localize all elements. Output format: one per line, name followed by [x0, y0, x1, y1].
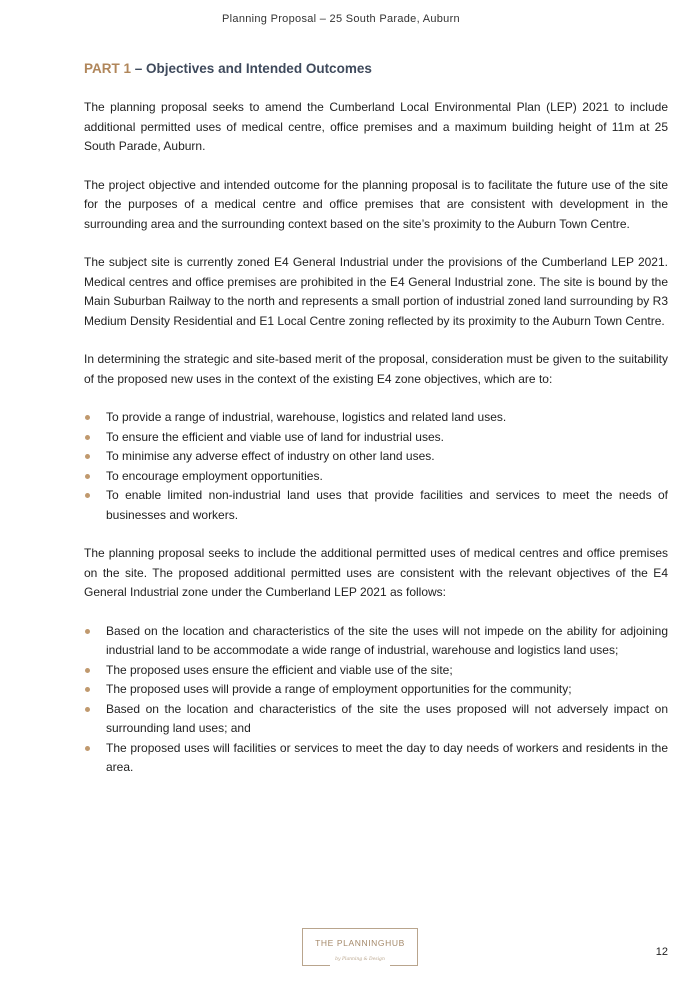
list-item — [84, 486, 668, 525]
bullet-icon — [85, 687, 90, 692]
consistency-list — [84, 622, 668, 778]
list-item-text: Based on the location and characteristics of the site the uses will not impede on the ability for adjoining industrial land to be accommodate a wide range of industrial, warehouse and logistics land uses; — [106, 623, 668, 657]
paragraph-merit: In determining the strategic and site-based merit of the proposal, consideration must be given to the suitability of the proposed new uses in the context of the existing E4 zone objectives, which are to: — [84, 352, 668, 386]
list-item-text: The proposed uses ensure the efficient and viable use of the site; — [106, 662, 453, 677]
list-item-text: The proposed uses will provide a range of employment opportunities for the community; — [106, 682, 572, 696]
page-number: 12 — [655, 946, 668, 958]
list-item — [84, 680, 668, 700]
section-part-label: PART 1 — [84, 61, 132, 76]
bullet-icon — [85, 746, 90, 751]
section-heading — [84, 59, 668, 79]
section-separator: – — [131, 61, 147, 76]
zone-objectives-list — [84, 408, 668, 525]
section-title: Objectives and Intended Outcomes — [146, 61, 372, 76]
list-item — [84, 408, 668, 428]
bullet-icon — [85, 668, 90, 673]
list-item-text: To enable limited non-industrial land uses that provide facilities and services to meet the needs of businesses and workers. — [106, 488, 668, 522]
list-item-text: To ensure the efficient and viable use of land for industrial uses. — [106, 429, 444, 444]
list-item — [84, 739, 668, 778]
bullet-icon — [85, 629, 90, 634]
list-item-text: Based on the location and characteristics of the site the uses proposed will not adversely impact on surrounding land uses; and — [106, 701, 668, 735]
bullet-icon — [85, 493, 90, 498]
paragraph-additional-uses: The planning proposal seeks to include the additional permitted uses of medical centres and office premises on the site. The proposed additional permitted uses are consistent with the relevant objectives of the E4 General Industrial zone under the Cumberland LEP 2021 as follows: — [84, 546, 668, 599]
bullet-icon — [85, 707, 90, 712]
page-content — [84, 59, 668, 797]
running-header: Planning Proposal – 25 South Parade, Auburn — [222, 13, 460, 25]
bullet-icon — [85, 474, 90, 479]
logo-text: THE PLANNINGHUB — [315, 938, 405, 948]
list-item — [84, 622, 668, 661]
planning-hub-logo — [302, 928, 418, 966]
paragraph-zoning: The subject site is currently zoned E4 General Industrial under the provisions of the Cumberland LEP 2021. Medical centres and office premises are prohibited in the E4 General Industrial zone. The site is bound by the Main Suburban Railway to the north and represents a small portion of industrial zoned land surrounding by R3 Medium Density Residential and E1 Local Centre zoning reflected by its proximity to the Auburn Town Centre. — [84, 255, 668, 328]
list-item — [84, 428, 668, 448]
list-item-text: To encourage employment opportunities. — [106, 468, 323, 483]
paragraph-intro: The planning proposal seeks to amend the Cumberland Local Environmental Plan (LEP) 2021 to include additional permitted uses of medical centre, office premises and a maximum building height of 11m at 25 South Parade, Auburn. — [84, 100, 668, 153]
list-item — [84, 661, 668, 681]
list-item-text: The proposed uses will facilities or services to meet the day to day needs of workers and residents in the area. — [106, 740, 668, 774]
bullet-icon — [85, 454, 90, 459]
list-item-text: To provide a range of industrial, warehouse, logistics and related land uses. — [106, 410, 507, 424]
paragraph-objective: The project objective and intended outcome for the planning proposal is to facilitate the future use of the site for the purposes of a medical centre and office premises that are consistent with development in the surrounding area and the surrounding context based on the site’s proximity to the Auburn Town Centre. — [84, 177, 668, 231]
logo-tagline: by Planning & Design — [335, 957, 385, 962]
bullet-icon — [85, 435, 90, 440]
list-item — [84, 467, 668, 487]
list-item-text: To minimise any adverse effect of industry on other land uses. — [106, 449, 435, 463]
list-item — [84, 700, 668, 739]
bullet-icon — [85, 415, 90, 420]
list-item — [84, 447, 668, 467]
